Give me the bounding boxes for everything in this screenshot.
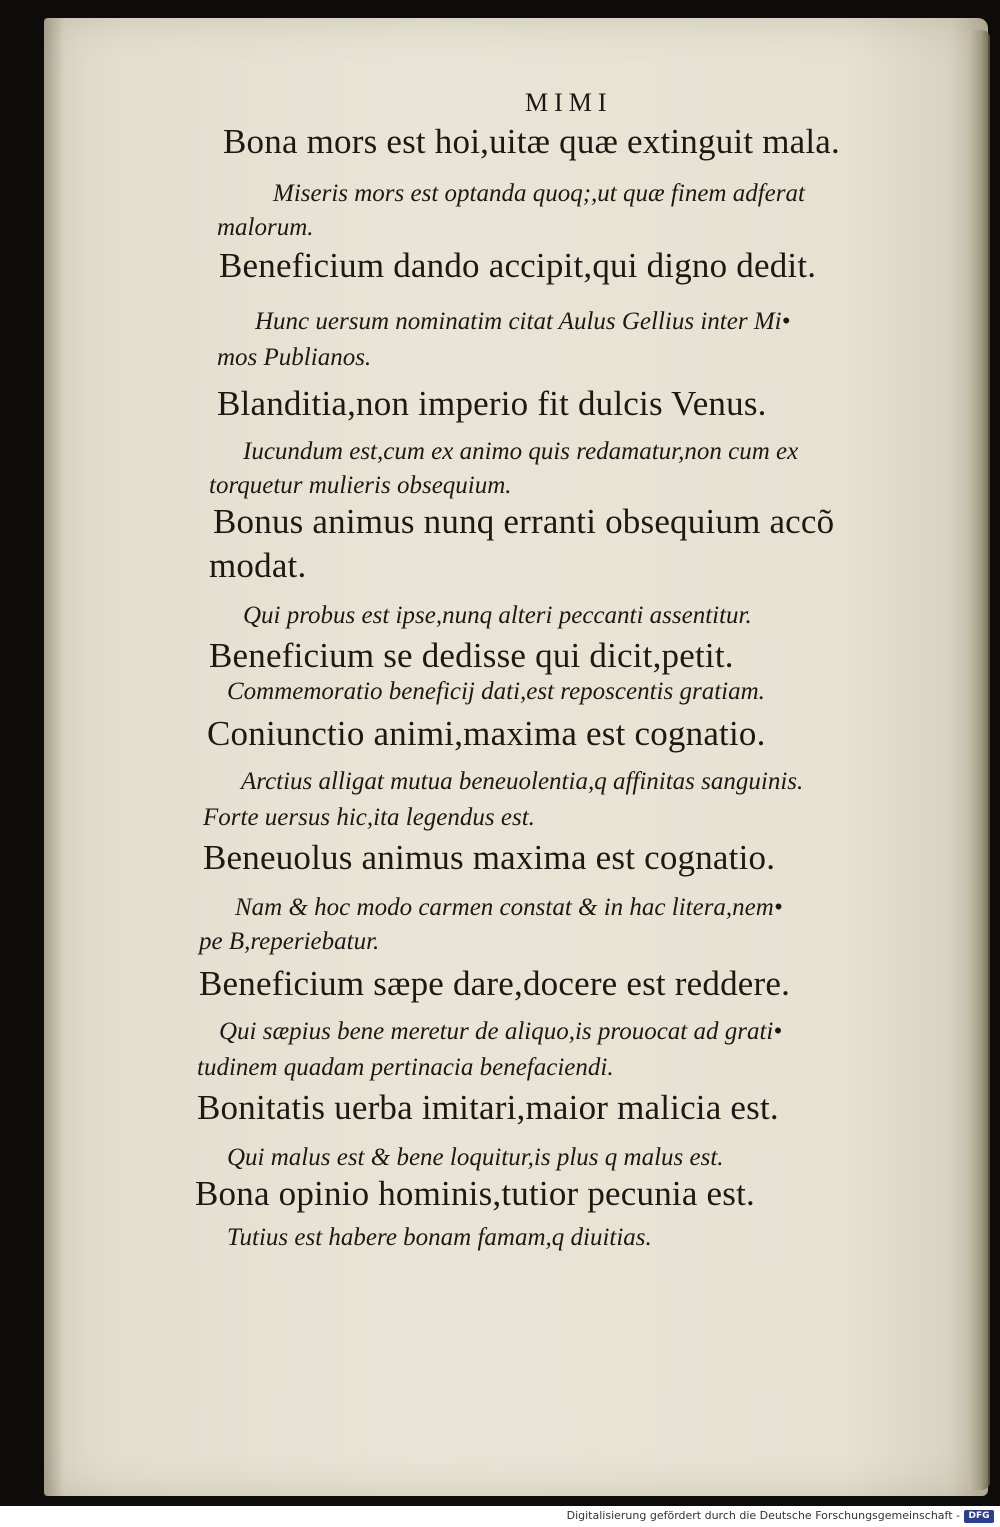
gloss-line: malorum. [217, 214, 314, 241]
gloss-line: pe B,reperiebatur. [199, 928, 380, 955]
verse-line: Bonitatis uerba imitari,maior malicia est. [197, 1088, 779, 1127]
gloss-line: Miseris mors est optanda quoq;,ut quæ finem adferat [273, 180, 805, 207]
gloss-line: mos Publianos. [217, 344, 372, 371]
verse-line: Bona opinio hominis,tutior pecunia est. [195, 1174, 755, 1213]
gloss-line: tudinem quadam pertinacia benefaciendi. [197, 1054, 614, 1081]
verse-line: Beneuolus animus maxima est cognatio. [203, 838, 776, 877]
book-page [44, 18, 988, 1496]
footer-bar [0, 1506, 1000, 1527]
verse-line: Beneficium sæpe dare,docere est reddere. [199, 964, 791, 1003]
gloss-line: Hunc uersum nominatim citat Aulus Gellius inter Mi• [255, 308, 791, 335]
gloss-line: Nam & hoc modo carmen constat & in hac litera,nem• [235, 894, 783, 921]
verse-line: Beneficium dando accipit,qui digno dedit. [219, 246, 817, 285]
verse-line: Bonus animus nunq erranti obsequium accõ [213, 502, 835, 541]
verse-line: Bona mors est hoi,uitæ quæ extinguit mala. [223, 122, 840, 161]
gloss-line: Commemoratio beneficij dati,est reposcentis gratiam. [227, 678, 765, 705]
footer-credit: Digitalisierung gefördert durch die Deutsche Forschungsgemeinschaft - [566, 1509, 960, 1522]
gloss-line: Qui probus est ipse,nunq alteri peccanti assentitur. [243, 602, 752, 629]
gloss-line: torquetur mulieris obsequium. [209, 472, 512, 499]
page-edge [968, 30, 990, 1490]
page-gutter-shadow [44, 18, 64, 1496]
gloss-line: Arctius alligat mutua beneuolentia,q affinitas sanguinis. [241, 768, 804, 795]
verse-line: Beneficium se dedisse qui dicit,petit. [209, 636, 734, 675]
gloss-line: Tutius est habere bonam famam,q diuitias. [227, 1224, 652, 1251]
gloss-line: Iucundum est,cum ex animo quis redamatur,non cum ex [243, 438, 799, 465]
gloss-line: Forte uersus hic,ita legendus est. [203, 804, 535, 831]
gloss-line: Qui malus est & bene loquitur,is plus q malus est. [227, 1144, 724, 1171]
verse-line: Coniunctio animi,maxima est cognatio. [207, 714, 766, 753]
verse-line: modat. [209, 546, 307, 585]
dfg-logo-icon: DFG [964, 1510, 994, 1523]
gloss-line: Qui sæpius bene meretur de aliquo,is prouocat ad grati• [219, 1018, 783, 1045]
verse-line: Blanditia,non imperio fit dulcis Venus. [217, 384, 767, 423]
running-header: MIMI [525, 88, 613, 117]
